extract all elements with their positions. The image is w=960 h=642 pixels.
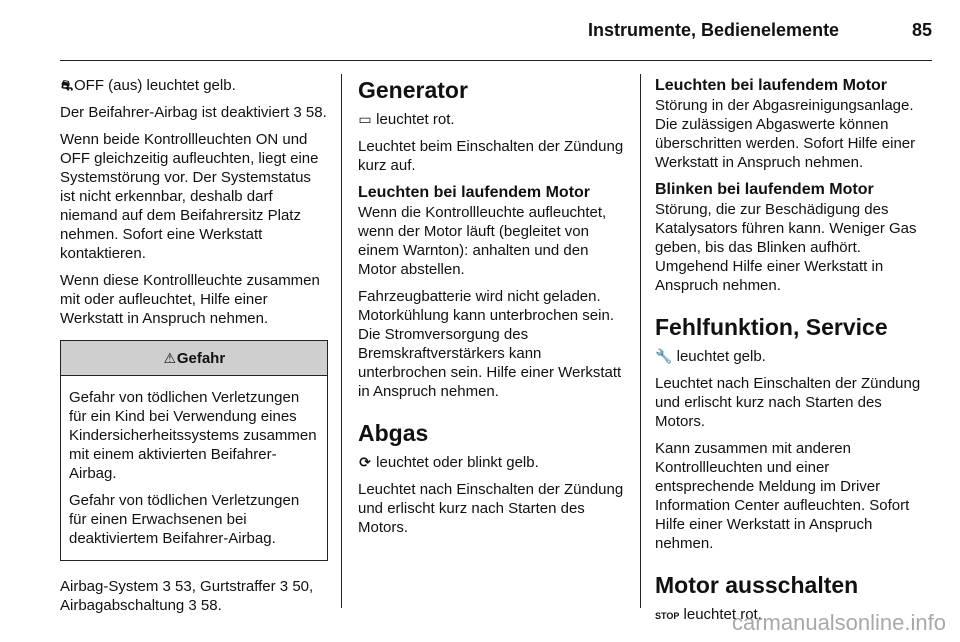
battery-icon: ▭ <box>358 111 372 127</box>
danger-box-header <box>61 341 327 376</box>
page-header <box>588 20 932 44</box>
airbag-off-icon: ⛐ <box>60 77 74 93</box>
emission-fault-text: Störung in der Abgasreinigungsanlage. Die zulässigen Abgaswerte können überschritten werden. Sofort Hilfe einer Werkstatt in Anspruch nehmen. <box>655 97 916 171</box>
generator-text: Leuchtet beim Einschalten der Zündung kurz auf. <box>358 138 624 174</box>
column-left <box>60 76 328 623</box>
system-fault-text: Wenn beide Kontrollleuchten ON und OFF gleichzeitig aufleuchten, liegt eine Systemstörung vor. Der Systemstatus ist nicht erkennbar, deshalb darf niemand auf dem Beifahrersitz Platz nehmen. Sofort eine Werkstatt kontaktieren. <box>60 131 319 262</box>
engine-icon: ⟳ <box>359 454 371 470</box>
service-line: leuchtet gelb. <box>676 348 766 365</box>
warning-combination-text: Wenn diese Kontrollleuchte zusammen mit oder aufleuchtet, Hilfe einer Werkstatt in Anspruch nehmen. <box>60 272 320 327</box>
heading-abgas: Abgas <box>358 420 429 446</box>
heading-generator: Generator <box>358 77 468 103</box>
airbag-off-text: OFF (aus) leuchtet gelb. <box>74 77 236 94</box>
column-divider-2 <box>640 74 641 608</box>
wrench-icon: 🔧 <box>655 348 673 364</box>
column-middle <box>358 76 628 545</box>
battery-fault-text: Fahrzeugbatterie wird nicht geladen. Motorkühlung kann unterbrochen sein. Die Stromversorgung des Bremskraftverstärkers kann unterbrochen sein. Hilfe einer Werkstatt in Anspruch nehmen. <box>358 288 622 400</box>
catalyst-text: Störung, die zur Beschädigung des Katalysators führen kann. Weniger Gas geben, bis das Blinken aufhört. Umgehend Hilfe einer Werkstatt in Anspruch nehmen. <box>655 201 917 294</box>
stop-icon: STOP <box>655 611 680 621</box>
heading-running-engine: Leuchten bei laufendem Motor <box>358 184 591 201</box>
generator-line: leuchtet rot. <box>376 111 455 128</box>
stop-line: leuchtet rot. <box>683 606 762 623</box>
column-right <box>655 76 931 634</box>
heading-blinking: Blinken bei laufendem Motor <box>655 181 874 198</box>
airbag-deactivated-text: Der Beifahrer-Airbag ist deaktiviert 3 58. <box>60 104 327 121</box>
header-title: Instrumente, Bedienelemente <box>588 20 840 40</box>
heading-service: Fehlfunktion, Service <box>655 314 888 340</box>
column-divider-1 <box>341 74 342 608</box>
cross-reference-text: Airbag-System 3 53, Gurtstraffer 3 50, Airbagabschaltung 3 58. <box>60 578 314 614</box>
watermark: carmanualsonline.info <box>731 610 946 635</box>
heading-stop-engine: Motor ausschalten <box>655 572 859 598</box>
danger-text-child: Gefahr von tödlichen Verletzungen für ein Kind bei Verwendung eines Kindersicherheitssystems zusammen mit einem aktivierten Beifahrer-Airbag. <box>69 389 317 482</box>
danger-title: Gefahr <box>176 349 226 367</box>
abgas-text: Leuchtet nach Einschalten der Zündung und erlischt kurz nach Starten des Motors. <box>358 481 624 536</box>
running-engine-text: Wenn die Kontrollleuchte aufleuchtet, wenn der Motor läuft (begleitet von einem Warnton): anhalten und den Motor abstellen. <box>358 204 607 278</box>
abgas-line: leuchtet oder blinkt gelb. <box>376 454 539 471</box>
warning-icon: ⚠ <box>163 349 177 366</box>
danger-text-adult: Gefahr von tödlichen Verletzungen für einen Erwachsenen bei deaktiviertem Beifahrer-Airbag. <box>69 492 300 547</box>
service-text-1: Leuchtet nach Einschalten der Zündung und erlischt kurz nach Starten des Motors. <box>655 375 921 430</box>
service-text-2: Kann zusammen mit anderen Kontrollleuchten und einer entsprechende Meldung im Driver Information Center aufleuchten. Sofort Hilfe einer Werkstatt in Anspruch nehmen. <box>655 440 910 552</box>
danger-box <box>60 340 328 561</box>
heading-running-engine-right: Leuchten bei laufendem Motor <box>655 77 888 94</box>
page-number: 85 <box>911 20 932 40</box>
header-rule <box>60 60 932 61</box>
